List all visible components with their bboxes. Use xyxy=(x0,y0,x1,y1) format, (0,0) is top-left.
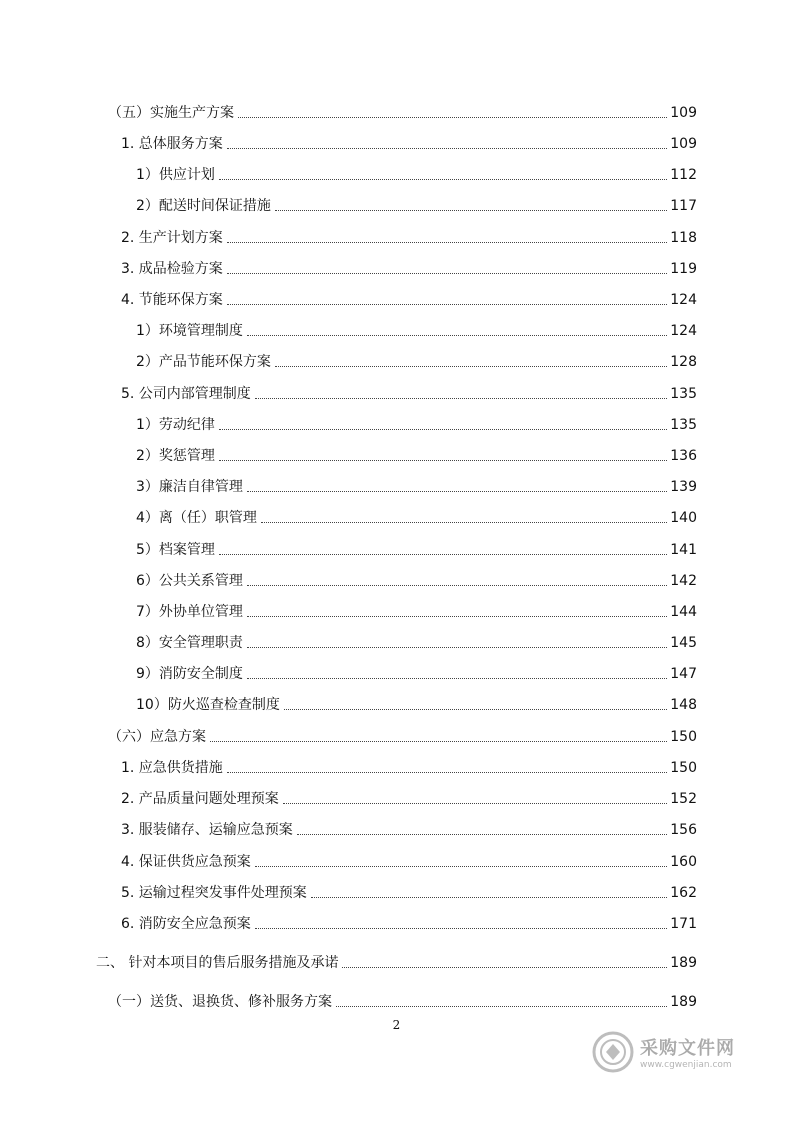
toc-entry[interactable] xyxy=(0,599,697,621)
toc-dot-leader xyxy=(284,708,667,710)
toc-dot-leader xyxy=(247,615,667,617)
toc-entry-page: 150 xyxy=(670,729,697,745)
toc-entry[interactable] xyxy=(0,950,697,972)
toc-entry-title: 5. 运输过程突发事件处理预案 xyxy=(121,885,307,901)
toc-dot-leader xyxy=(283,802,667,804)
toc-entry-page: 148 xyxy=(670,697,697,713)
toc-entry-page: 150 xyxy=(670,760,697,776)
toc-entry[interactable] xyxy=(0,474,697,496)
toc-dot-leader xyxy=(255,397,667,399)
toc-entry-page: 124 xyxy=(670,292,697,308)
toc-entry[interactable] xyxy=(0,256,697,278)
toc-dot-leader xyxy=(255,927,667,929)
toc-entry[interactable] xyxy=(0,193,697,215)
toc-dot-leader xyxy=(227,272,667,274)
toc-entry-title: 1. 总体服务方案 xyxy=(121,136,223,152)
toc-dot-leader xyxy=(336,1005,667,1007)
toc-entry[interactable] xyxy=(0,692,697,714)
toc-entry-page: 189 xyxy=(670,955,697,971)
toc-entry[interactable] xyxy=(0,412,697,434)
toc-entry[interactable] xyxy=(0,381,697,403)
toc-entry-title: 5. 公司内部管理制度 xyxy=(121,386,251,402)
toc-entry-page: 147 xyxy=(670,666,697,682)
toc-dot-leader xyxy=(227,771,667,773)
toc-entry-title: 1）供应计划 xyxy=(136,167,215,183)
toc-entry-page: 144 xyxy=(670,604,697,620)
toc-entry-title: 1）环境管理制度 xyxy=(136,323,243,339)
toc-entry[interactable] xyxy=(0,911,697,933)
toc-entry[interactable] xyxy=(0,505,697,527)
toc-entry[interactable] xyxy=(0,443,697,465)
toc-dot-leader xyxy=(247,490,667,492)
toc-entry-page: 142 xyxy=(670,573,697,589)
toc-entry-page: 128 xyxy=(670,354,697,370)
toc-dot-leader xyxy=(219,178,667,180)
toc-entry-page: 109 xyxy=(670,105,697,121)
toc-dot-leader xyxy=(255,865,667,867)
toc-entry-title: 4. 节能环保方案 xyxy=(121,292,223,308)
toc-dot-leader xyxy=(275,209,667,211)
toc-entry-title: 2）产品节能环保方案 xyxy=(136,354,271,370)
watermark-name: 采购文件网 xyxy=(640,1038,735,1059)
toc-dot-leader xyxy=(342,966,667,968)
toc-dot-leader xyxy=(210,740,667,742)
toc-entry-page: 124 xyxy=(670,323,697,339)
toc-entry-page: 145 xyxy=(670,635,697,651)
toc-entry-page: 160 xyxy=(670,854,697,870)
toc-entry[interactable] xyxy=(0,849,697,871)
toc-entry-page: 109 xyxy=(670,136,697,152)
toc-dot-leader xyxy=(219,459,667,461)
toc-dot-leader xyxy=(297,833,667,835)
toc-entry-title: 2）配送时间保证措施 xyxy=(136,198,271,214)
toc-entry-page: 152 xyxy=(670,791,697,807)
toc-entry[interactable] xyxy=(0,989,697,1011)
toc-entry-title: 3. 成品检验方案 xyxy=(121,261,223,277)
page-number: 2 xyxy=(392,1018,401,1032)
toc-entry-page: 119 xyxy=(670,261,697,277)
toc-entry-page: 171 xyxy=(670,916,697,932)
toc-entry-page: 112 xyxy=(670,167,697,183)
toc-entry-title: 4. 保证供货应急预案 xyxy=(121,854,251,870)
toc-entry[interactable] xyxy=(0,724,697,746)
toc-dot-leader xyxy=(311,896,667,898)
toc-entry-page: 118 xyxy=(670,230,697,246)
toc-entry-title: 2. 产品质量问题处理预案 xyxy=(121,791,279,807)
toc-dot-leader xyxy=(247,584,667,586)
toc-entry-page: 135 xyxy=(670,386,697,402)
toc-entry-page: 156 xyxy=(670,822,697,838)
toc-entry-page: 139 xyxy=(670,479,697,495)
toc-entry-page: 189 xyxy=(670,994,697,1010)
watermark-url: www.cgwenjian.com xyxy=(640,1060,732,1070)
toc-entry-title: （五）实施生产方案 xyxy=(108,105,234,121)
toc-entry[interactable] xyxy=(0,786,697,808)
toc-entry-title: 2）奖惩管理 xyxy=(136,448,215,464)
watermark-logo-icon xyxy=(592,1031,634,1073)
toc-dot-leader xyxy=(261,521,667,523)
toc-entry[interactable] xyxy=(0,162,697,184)
toc-entry[interactable] xyxy=(0,630,697,652)
toc-entry-page: 140 xyxy=(670,510,697,526)
toc-entry-title: 2. 生产计划方案 xyxy=(121,230,223,246)
toc-dot-leader xyxy=(275,365,667,367)
toc-dot-leader xyxy=(247,677,667,679)
toc-entry[interactable] xyxy=(0,100,697,122)
toc-entry-title: 8）安全管理职责 xyxy=(136,635,243,651)
toc-entry-title: 6）公共关系管理 xyxy=(136,573,243,589)
toc-entry[interactable] xyxy=(0,755,697,777)
toc-entry-title: （一）送货、退换货、修补服务方案 xyxy=(108,994,332,1010)
toc-entry[interactable] xyxy=(0,225,697,247)
toc-dot-leader xyxy=(219,428,667,430)
toc-dot-leader xyxy=(227,303,667,305)
toc-entry-title: 3）廉洁自律管理 xyxy=(136,479,243,495)
toc-entry-title: 二、 针对本项目的售后服务措施及承诺 xyxy=(96,955,339,971)
toc-entry[interactable] xyxy=(0,287,697,309)
toc-entry-page: 135 xyxy=(670,417,697,433)
toc-entry[interactable] xyxy=(0,318,697,340)
toc-entry-page: 117 xyxy=(670,198,697,214)
toc-dot-leader xyxy=(238,116,667,118)
toc-entry[interactable] xyxy=(0,537,697,559)
toc-entry-title: 1. 应急供货措施 xyxy=(121,760,223,776)
toc-entry-title: 6. 消防安全应急预案 xyxy=(121,916,251,932)
toc-dot-leader xyxy=(227,147,667,149)
toc-entry-page: 141 xyxy=(670,542,697,558)
toc-entry[interactable] xyxy=(0,349,697,371)
toc-entry-page: 136 xyxy=(670,448,697,464)
toc-entry-title: （六）应急方案 xyxy=(108,729,206,745)
toc-entry[interactable] xyxy=(0,661,697,683)
toc-entry-title: 3. 服装储存、运输应急预案 xyxy=(121,822,293,838)
watermark xyxy=(592,1027,752,1077)
toc-entry[interactable] xyxy=(0,568,697,590)
toc-dot-leader xyxy=(227,241,667,243)
toc-entry[interactable] xyxy=(0,880,697,902)
toc-entry-title: 10）防火巡查检查制度 xyxy=(136,697,280,713)
toc-entry-title: 7）外协单位管理 xyxy=(136,604,243,620)
toc-entry[interactable] xyxy=(0,131,697,153)
toc-entry-title: 1）劳动纪律 xyxy=(136,417,215,433)
toc-entry-title: 9）消防安全制度 xyxy=(136,666,243,682)
toc-entry-title: 5）档案管理 xyxy=(136,542,215,558)
toc-dot-leader xyxy=(219,553,667,555)
toc-dot-leader xyxy=(247,646,667,648)
toc-entry-title: 4）离（任）职管理 xyxy=(136,510,257,526)
toc-entry-page: 162 xyxy=(670,885,697,901)
toc-dot-leader xyxy=(247,334,667,336)
toc-entry[interactable] xyxy=(0,817,697,839)
